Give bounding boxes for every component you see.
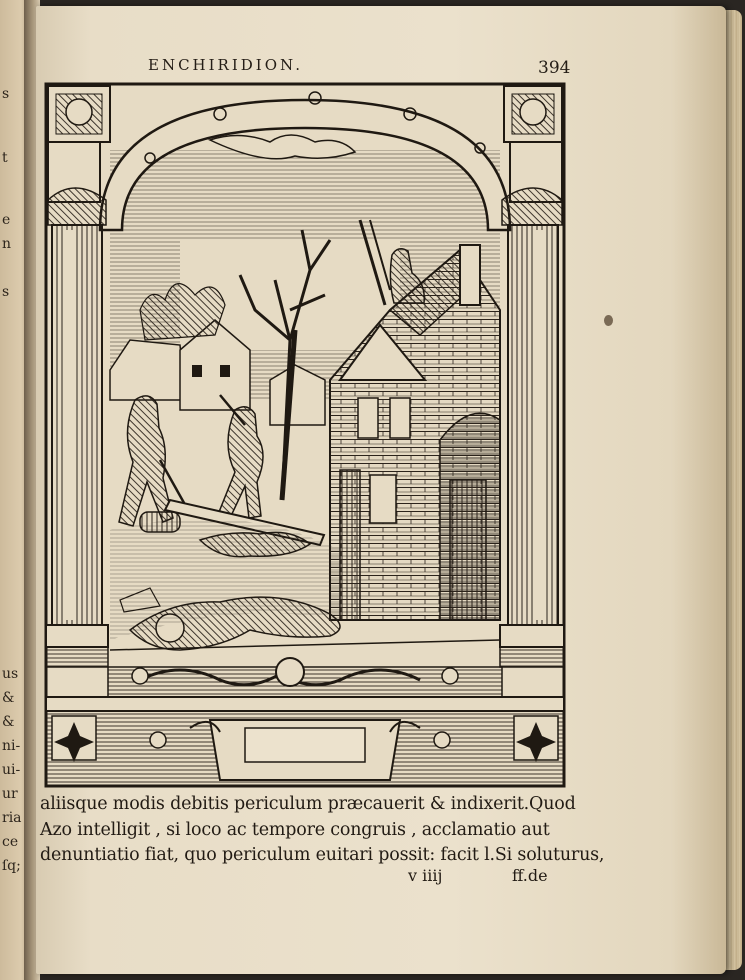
catchword: ff.de xyxy=(512,866,548,885)
left-column xyxy=(46,142,108,667)
prev-fragment: t xyxy=(2,150,8,166)
base-plinth xyxy=(46,711,564,786)
page-number: 394 xyxy=(538,58,571,78)
prev-fragment: n xyxy=(2,236,12,252)
signature-mark: v iiij xyxy=(408,866,443,885)
body-line: Azo intelligit , si loco ac tempore congruis , acclamatio aut xyxy=(40,820,550,840)
prev-fragment: s xyxy=(2,86,10,102)
prev-fragment: ni- xyxy=(2,738,21,754)
prev-fragment: s xyxy=(2,284,10,300)
prev-fragment: ſq; xyxy=(2,858,21,874)
body-line: denuntiatio fiat, quo periculum euitari possit: facit l.Si soluturus, xyxy=(40,845,605,865)
prev-fragment: ria xyxy=(2,810,22,826)
prev-fragment: & xyxy=(2,714,15,730)
prev-fragment: & xyxy=(2,690,15,706)
prev-fragment: ui- xyxy=(2,762,21,778)
prev-fragment: ce xyxy=(2,834,19,850)
body-line: aliisque modis debitis periculum præcauerit & indixerit.Quod xyxy=(40,794,576,814)
running-head: ENCHIRIDION. xyxy=(148,56,303,74)
previous-page-text xyxy=(0,0,26,980)
paper-blemish xyxy=(604,315,613,326)
prev-fragment: ur xyxy=(2,786,18,802)
title-cartouche xyxy=(245,728,365,762)
woodcut-illustration xyxy=(40,80,570,790)
right-column xyxy=(500,142,564,667)
prev-fragment: us xyxy=(2,666,19,682)
prev-fragment: e xyxy=(2,212,11,228)
